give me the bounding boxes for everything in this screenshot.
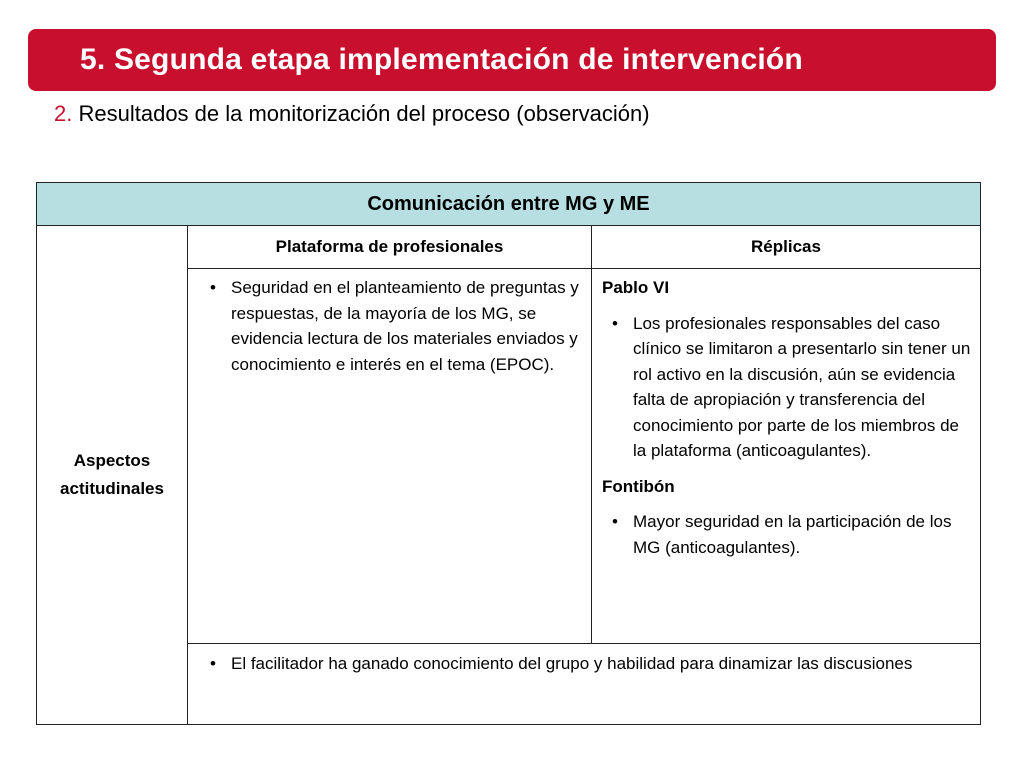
list-item: • Mayor seguridad en la participación de los MG (anticoagulantes). xyxy=(602,509,972,560)
pablo-vi-bullet-list xyxy=(602,311,972,464)
column-header-replicas: Réplicas xyxy=(592,226,981,269)
list-item: • Los profesionales responsables del caso clínico se limitaron a presentarlo sin tener un rol activo en la discusión, aún se evidencia falta de apropiación y transferencia del conocimiento por parte de los miembros de la plataforma (anticoagulantes). xyxy=(602,311,972,464)
subtitle-number: 2. xyxy=(54,101,73,126)
site-name-fontibon: Fontibón xyxy=(602,476,675,496)
bottom-cell xyxy=(188,644,981,725)
slide-subtitle xyxy=(54,101,650,127)
platform-cell xyxy=(188,269,592,644)
list-item: • Seguridad en el planteamiento de preguntas y respuestas, de la mayoría de los MG, se evidencia lectura de los materiales enviados y conocimiento e interés en el tema (EPOC). xyxy=(200,275,581,377)
replicas-cell xyxy=(592,269,981,644)
fontibon-bullet-list xyxy=(602,509,972,560)
platform-bullet-list xyxy=(200,275,581,377)
slide-title: 5. Segunda etapa implementación de intervención xyxy=(80,43,803,76)
table-title: Comunicación entre MG y ME xyxy=(37,183,981,226)
row-label-text: Aspectos actitudinales xyxy=(60,451,164,498)
bottom-bullet-list xyxy=(200,651,970,677)
row-label-aspectos-actitudinales xyxy=(37,226,188,725)
results-table xyxy=(36,182,981,725)
site-name-pablo-vi: Pablo VI xyxy=(602,278,670,297)
column-header-plataforma: Plataforma de profesionales xyxy=(188,226,592,269)
subtitle-text: Resultados de la monitorización del proceso (observación) xyxy=(78,101,650,126)
title-bar xyxy=(28,29,996,91)
list-item: • El facilitador ha ganado conocimiento del grupo y habilidad para dinamizar las discusiones xyxy=(200,651,970,677)
